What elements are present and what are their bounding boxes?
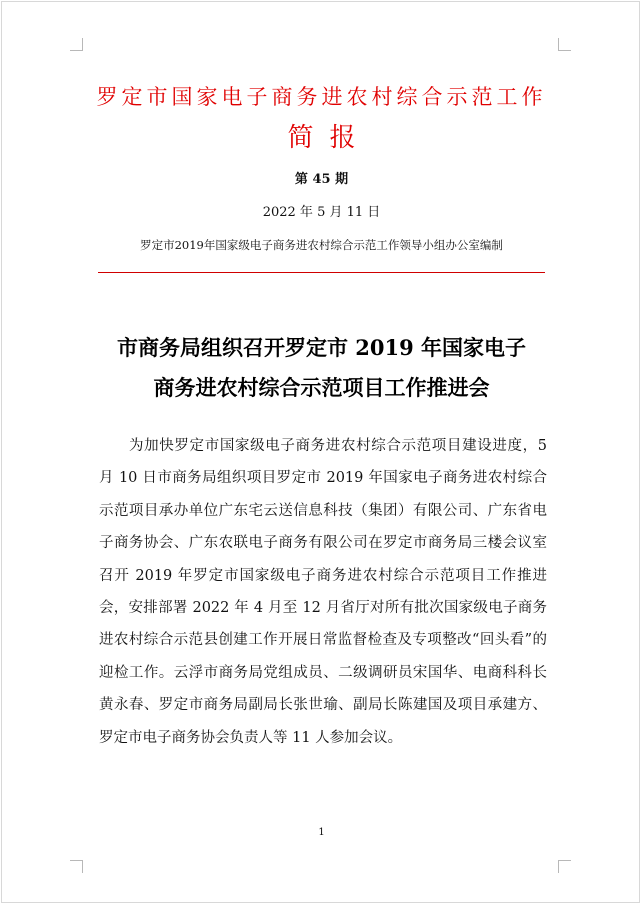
editor-line: 罗定市2019年国家级电子商务进农村综合示范工作领导小组办公室编制: [140, 238, 503, 252]
newsletter-title: 罗定市国家电子商务进农村综合示范工作: [96, 85, 547, 109]
article-title-line-1: 市商务局组织召开罗定市 2019 年国家电子: [116, 335, 527, 360]
header-divider: [98, 272, 545, 273]
crop-mark-bottom-left: [70, 860, 83, 873]
issue-number: 第 45 期: [294, 172, 349, 187]
article-title: [80, 328, 563, 408]
page-number: 1: [318, 827, 325, 838]
crop-mark-top-right: [558, 38, 571, 51]
crop-mark-top-left: [70, 38, 83, 51]
crop-mark-bottom-right: [558, 860, 571, 873]
publish-date: 2022 年 5 月 11 日: [262, 205, 381, 220]
article-title-line-2: 商务进农村综合示范项目工作推进会: [153, 375, 490, 400]
newsletter-subtitle: 简报: [287, 123, 372, 153]
article-body: 为加快罗定市国家级电子商务进农村综合示范项目建设进度，5 月 10 日市商务局组织项目罗定市 2019 年国家电子商务进农村综合示范项目承办单位广东宅云送信息科技（集团）有限公司、广东省电子商务协会、广东农联电子商务有限公司在罗定市商务局三楼会议室召开 2019 年罗定市国家级电子商务进农村综合示范项目工作推进会，安排部署 2022 年 4 月至 12 月省厅对所有批次国家级电子商务进农村综合示范县创建工作开展日常监督检查及专项整改“回头看”的迎检工作。云浮市商务局党组成员、二级调研员宋国华、电商科科长黄永春、罗定市商务局副局长张世瑜、副局长陈建国及项目承建方、罗定市电子商务协会负责人等 11 人参加会议。: [99, 438, 547, 746]
